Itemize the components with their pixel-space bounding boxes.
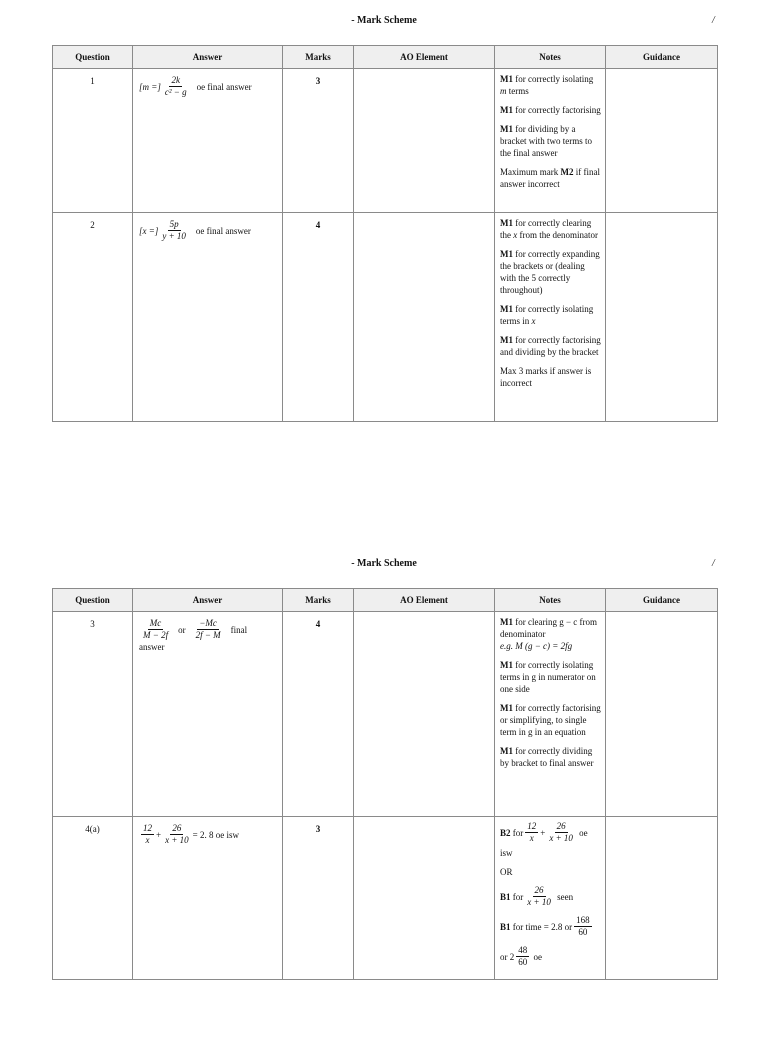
guidance-cell (606, 817, 718, 980)
fraction-denominator: x + 10 (165, 835, 189, 845)
note-or: OR (500, 867, 513, 877)
fraction-numerator: 5p (169, 219, 179, 229)
answer-fraction (163, 823, 191, 846)
col-header-notes: Notes (495, 589, 606, 612)
note-fraction: $\frac{48}{60}$ (518, 945, 528, 967)
note-item: M1 for correctly isolating terms in x (500, 304, 594, 326)
mark-scheme-table (52, 45, 718, 422)
page-title: - Mark Scheme (351, 558, 417, 569)
answer-cell (133, 213, 283, 422)
notes-cell (495, 213, 606, 422)
col-header-marks: Marks (283, 589, 354, 612)
answer-cell (133, 69, 283, 213)
guidance-cell (606, 213, 718, 422)
page-title: - Mark Scheme (351, 15, 417, 26)
answer-cell (133, 612, 283, 817)
col-header-ao-element: AO Element (354, 589, 495, 612)
answer-suffix: final (230, 624, 248, 635)
note-item: M1 for correctly dividing by bracket to final answer (500, 746, 594, 768)
note-item: M1 for correctly isolating terms in g in numerator on one side (500, 660, 596, 694)
fraction-numerator: −Mc (199, 618, 217, 628)
answer-suffix: oe final answer (196, 81, 252, 92)
col-header-ao-element: AO Element (354, 46, 495, 69)
question-number: 2 (53, 213, 133, 422)
answer-suffix: = 2. 8 oe isw (192, 829, 239, 840)
note-item: B2 for $\frac{12}{x}$ + $\frac{26}{x + 10}$ oe (500, 821, 588, 843)
col-header-marks: Marks (283, 46, 354, 69)
fraction-numerator: Mc (149, 618, 162, 628)
col-header-question: Question (53, 589, 133, 612)
notes-cell (495, 817, 606, 980)
col-header-notes: Notes (495, 46, 606, 69)
marks-value: 3 (283, 817, 354, 980)
table-row-q3 (53, 612, 718, 817)
answer-prefix: [m =] (139, 81, 161, 92)
fraction-denominator: c² − g (164, 87, 187, 97)
notes-cell (495, 612, 606, 817)
note-item: M1 for correctly factorising or simplifying, to single term in g in an equation (500, 703, 601, 737)
guidance-cell (606, 612, 718, 817)
notes-cell (495, 69, 606, 213)
mark-scheme-page-1 (0, 0, 768, 512)
note-fraction: $\frac{168}{60}$ (576, 915, 590, 937)
page-number: / (712, 558, 715, 569)
note-item: M1 for correctly clearing the x from the denominator (500, 218, 598, 240)
answer-prefix: [x =] (139, 225, 159, 236)
answer-fraction (160, 219, 188, 242)
question-number: 1 (53, 69, 133, 213)
fraction-numerator: 12 (143, 823, 152, 833)
answer-cell (133, 817, 283, 980)
mark-scheme-table (52, 588, 718, 980)
answer-fraction-alt (194, 618, 223, 641)
note-item: Max 3 marks if answer is incorrect (500, 366, 592, 388)
col-header-guidance: Guidance (606, 589, 718, 612)
table-row-q1 (53, 69, 718, 213)
fraction-numerator: 2k (171, 75, 180, 85)
note-item: M1 for correctly factorising and dividing by the bracket (500, 335, 601, 357)
note-item: M1 for correctly isolating m terms (500, 74, 594, 96)
note-item: B1 for $\frac{26}{x + 10}$ seen (500, 885, 574, 907)
mark-scheme-page-2 (0, 543, 768, 1055)
fraction-denominator: M − 2f (143, 630, 169, 640)
col-header-question: Question (53, 46, 133, 69)
note-item: M1 for dividing by a bracket with two terms to the final answer (500, 124, 592, 158)
fraction-denominator: x (145, 835, 150, 845)
or-text: or (178, 624, 186, 635)
fraction-numerator: 26 (172, 823, 182, 833)
note-item: or 2 $\frac{48}{60}$ oe (500, 945, 542, 967)
note-item: Maximum mark M2 if final answer incorrect (500, 167, 600, 189)
col-header-answer: Answer (133, 589, 283, 612)
table-header-row (53, 589, 718, 612)
answer-suffix-line2: answer (139, 642, 165, 652)
table-header-row (53, 46, 718, 69)
ao-element-cell (354, 213, 495, 422)
col-header-guidance: Guidance (606, 46, 718, 69)
fraction-denominator: y + 10 (162, 231, 186, 241)
table-row-q4a (53, 817, 718, 980)
note-fraction: $\frac{26}{x + 10}$ (549, 821, 573, 843)
note-item: M1 for clearing g − c from denominator e.g. M (g − c) = 2fg (500, 617, 598, 651)
note-example: e.g. M (g − c) = 2fg (500, 641, 573, 651)
note-item: M1 for correctly expanding the brackets or (dealing with the 5 correctly throughout) (500, 249, 600, 295)
note-fraction: $\frac{26}{x + 10}$ (527, 885, 551, 907)
note-isw: isw (500, 848, 513, 858)
ao-element-cell (354, 817, 495, 980)
answer-fraction (163, 75, 189, 98)
ao-element-cell (354, 69, 495, 213)
note-item: M1 for correctly factorising (500, 105, 601, 115)
question-number: 4(a) (53, 817, 133, 980)
marks-value: 4 (283, 612, 354, 817)
plus-sign: + (156, 829, 162, 840)
guidance-cell (606, 69, 718, 213)
answer-suffix: oe final answer (195, 225, 251, 236)
question-number: 3 (53, 612, 133, 817)
marks-value: 3 (283, 69, 354, 213)
ao-element-cell (354, 612, 495, 817)
page-number: / (712, 15, 715, 26)
answer-fraction (141, 618, 170, 641)
note-fraction: $\frac{12}{x}$ (527, 821, 537, 843)
table-row-q2 (53, 213, 718, 422)
fraction-denominator: 2f − M (195, 630, 221, 640)
col-header-answer: Answer (133, 46, 283, 69)
note-item: B1 for time = 2.8 or $\frac{168}{60}$ (500, 915, 590, 937)
answer-fraction (141, 823, 154, 846)
marks-value: 4 (283, 213, 354, 422)
